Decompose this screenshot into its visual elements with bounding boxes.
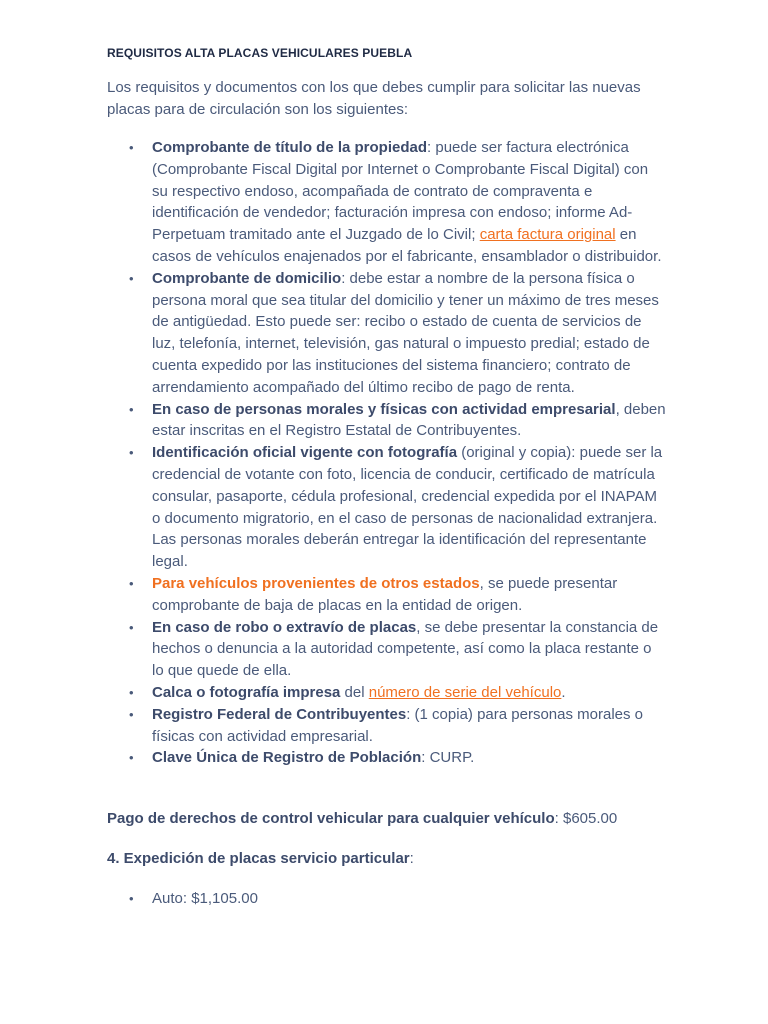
- item-heading: Calca o fotografía impresa: [152, 683, 341, 701]
- list-item: [107, 888, 258, 909]
- item-text: : CURP.: [421, 749, 475, 767]
- item-text: .: [561, 683, 566, 701]
- otros-estados-link[interactable]: Para vehículos provenientes de otros estados: [152, 574, 480, 592]
- numero-serie-link[interactable]: número de serie del vehículo: [368, 683, 562, 701]
- expedicion-colon: :: [409, 850, 414, 867]
- bullet-icon: •: [129, 684, 134, 700]
- item-text: en casos de vehículos enajenados por el fabricante, ensamblador o distribuidor.: [152, 226, 662, 265]
- list-item: [107, 268, 667, 399]
- item-text: , se debe presentar la constancia de hechos o denuncia a la autoridad competente, así como la placa restante o lo que quede de ella.: [152, 618, 659, 680]
- item-text: del: [340, 683, 369, 701]
- bullet-icon: •: [129, 619, 134, 635]
- list-item: [107, 747, 667, 769]
- pago-heading: Pago de derechos de control vehicular para cualquier vehículo: [107, 810, 555, 827]
- tarifas-list: [107, 888, 258, 909]
- list-item: [107, 573, 667, 617]
- requirements-list: [107, 137, 667, 769]
- list-item: [107, 442, 667, 573]
- item-heading: En caso de robo o extravío de placas: [152, 618, 417, 636]
- list-item: [107, 137, 667, 268]
- bullet-icon: •: [129, 575, 134, 591]
- list-item: [107, 704, 667, 748]
- bullet-icon: •: [129, 270, 134, 286]
- bullet-icon: •: [129, 891, 134, 906]
- pago-amount: : $605.00: [554, 810, 618, 827]
- item-text: : puede ser factura electrónica (Comprobante Fiscal Digital por Internet o Comprobante Fiscal Digital) con su respectivo endoso, acompañada de contrato de compraventa e identificación de vendedor; facturación impresa con endoso; informe Ad-Perpetuam tramitado ante el Juzgado de lo Civil;: [152, 139, 649, 244]
- document-title: REQUISITOS ALTA PLACAS VEHICULARES PUEBLA: [107, 46, 413, 60]
- carta-factura-link[interactable]: carta factura original: [479, 226, 616, 244]
- item-heading: Registro Federal de Contribuyentes: [152, 705, 407, 723]
- bullet-icon: •: [129, 401, 134, 417]
- item-text: , deben estar inscritas en el Registro Estatal de Contribuyentes.: [152, 400, 666, 440]
- item-text: , se puede presentar comprobante de baja de placas en la entidad de origen.: [152, 574, 618, 614]
- item-heading: Comprobante de domicilio: [152, 269, 342, 287]
- expedicion-title: 4. Expedición de placas servicio particular: [107, 850, 410, 867]
- item-heading: Identificación oficial vigente con fotografía: [152, 444, 458, 462]
- item-heading: Clave Única de Registro de Población: [152, 749, 422, 767]
- list-item: [107, 682, 667, 704]
- item-text: : debe estar a nombre de la persona física o persona moral que sea titular del domicilio y tener un máximo de tres meses de antigüedad. Esto puede ser: recibo o estado de cuenta de servicios de luz, telefonía, internet, televisión, gas natural o impuesto predial; estado de cuenta expedido por las instituciones del sistema financiero; contrato de arrendamiento acompañado del último recibo de pago de renta.: [152, 269, 659, 396]
- item-text: : (1 copia) para personas morales o físicas con actividad empresarial.: [152, 705, 644, 745]
- item-text: (original y copia): puede ser la credencial de votante con foto, licencia de conducir, certificado de matrícula consular, pasaporte, cédula profesional, credencial expedida por el INAPAM o documento migratorio, en el caso de personas de nacionalidad extranjera. Las personas morales deberán entregar la identificación del representante legal.: [152, 444, 663, 571]
- item-heading: Comprobante de título de la propiedad: [152, 139, 428, 156]
- bullet-icon: •: [129, 706, 134, 722]
- list-item: [107, 617, 667, 682]
- expedicion-heading: [107, 848, 414, 869]
- bullet-icon: •: [129, 445, 134, 461]
- bullet-icon: •: [129, 750, 134, 766]
- bullet-icon: •: [129, 140, 134, 155]
- list-item: [107, 399, 667, 443]
- pago-derechos-paragraph: [107, 808, 617, 829]
- item-heading: En caso de personas morales y físicas con actividad empresarial: [152, 400, 616, 418]
- intro-paragraph: Los requisitos y documentos con los que debes cumplir para solicitar las nuevas placas para de circulación son los siguientes:: [107, 79, 641, 118]
- tarifa-auto: Auto: $1,105.00: [152, 890, 258, 907]
